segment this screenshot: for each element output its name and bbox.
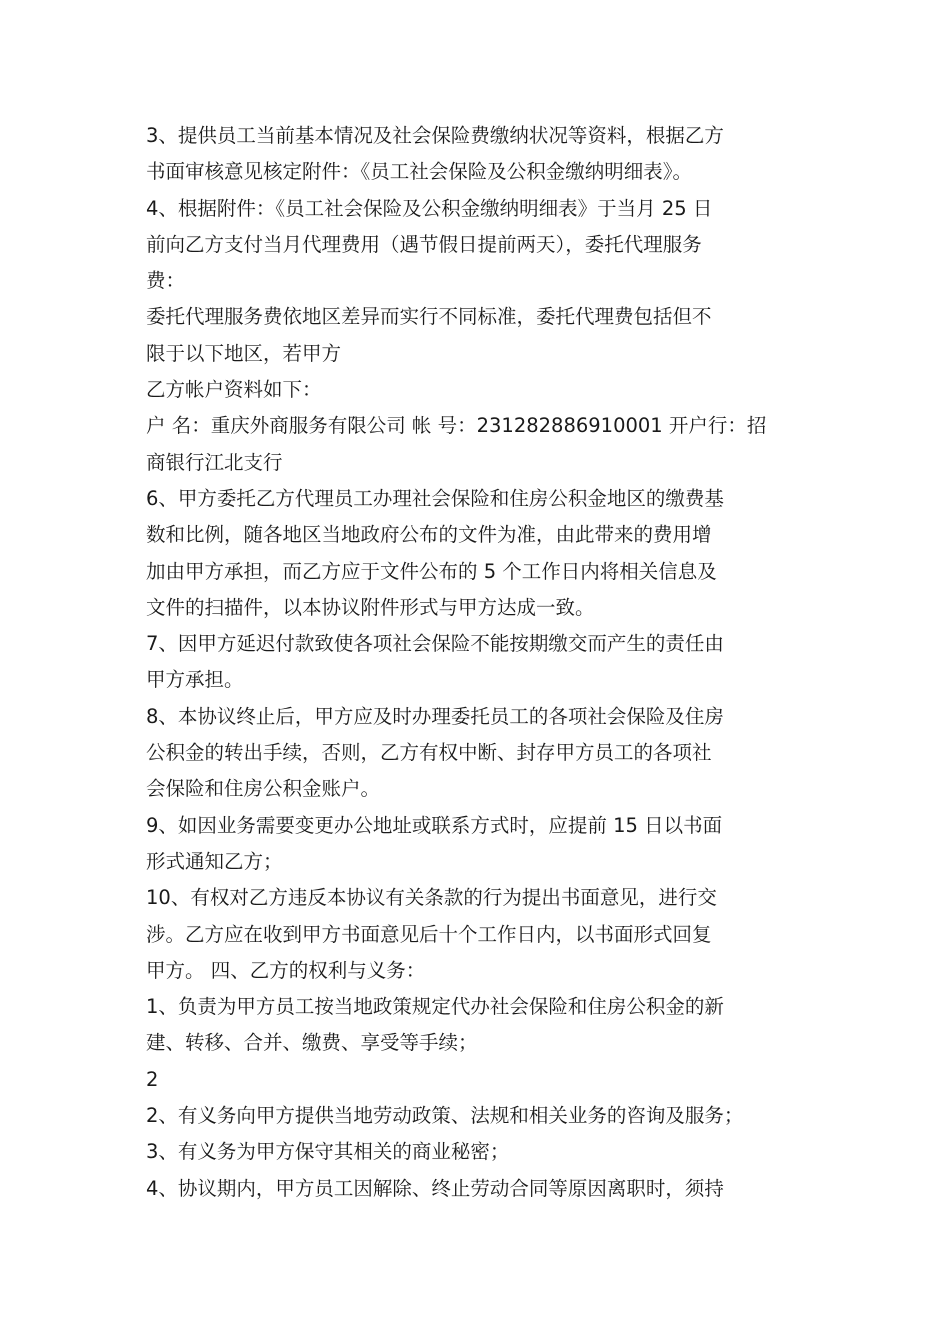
text-line: 会保险和住房公积金账户。: [146, 777, 381, 801]
text-line: 数和比例，随各地区当地政府公布的文件为准，由此带来的费用增: [146, 523, 712, 547]
text-line: 6、甲方委托乙方代理员工办理社会保险和住房公积金地区的缴费基: [146, 486, 724, 510]
document-body: [146, 118, 816, 1207]
text-line: 文件的扫描件，以本协议附件形式与甲方达成一致。: [146, 595, 595, 619]
page-number: 2: [146, 1067, 159, 1091]
text-line: 1、负责为甲方员工按当地政策规定代办社会保险和住房公积金的新: [146, 995, 724, 1019]
text-line: 2、有义务向甲方提供当地劳动政策、法规和相关业务的咨询及服务；: [146, 1104, 744, 1128]
text-line: 委托代理服务费依地区差异而实行不同标准，委托代理费包括但不: [146, 305, 712, 329]
text-line: 8、本协议终止后，甲方应及时办理委托员工的各项社会保险及住房: [146, 704, 724, 728]
text-line: 7、因甲方延迟付款致使各项社会保险不能按期缴交而产生的责任由: [146, 632, 724, 656]
text-line: 甲方。 四、乙方的权利与义务：: [146, 958, 426, 982]
text-line: 甲方承担。: [146, 668, 244, 692]
text-line: 商银行江北支行: [146, 450, 283, 474]
text-line: 户 名：重庆外商服务有限公司 帐 号：231282886910001 开户行：招: [146, 414, 767, 438]
text-line: 3、有义务为甲方保守其相关的商业秘密；: [146, 1140, 510, 1164]
text-line: 加由甲方承担，而乙方应于文件公布的 5 个工作日内将相关信息及: [146, 559, 717, 583]
text-line: 公积金的转出手续，否则，乙方有权中断、封存甲方员工的各项社: [146, 741, 712, 765]
text-line: 建、转移、合并、缴费、享受等手续；: [146, 1031, 478, 1055]
text-line: 9、如因业务需要变更办公地址或联系方式时，应提前 15 日以书面: [146, 813, 723, 837]
text-line: 形式通知乙方；: [146, 849, 283, 873]
text-line: 4、协议期内，甲方员工因解除、终止劳动合同等原因离职时，须持: [146, 1176, 724, 1200]
text-line: 限于以下地区，若甲方: [146, 341, 342, 365]
text-line: 10、有权对乙方违反本协议有关条款的行为提出书面意见，进行交: [146, 886, 717, 910]
text-line: 书面审核意见核定附件：《员工社会保险及公积金缴纳明细表》。: [146, 160, 693, 184]
text-line: 乙方帐户资料如下：: [146, 378, 322, 402]
text-line: 3、提供员工当前基本情况及社会保险费缴纳状况等资料，根据乙方: [146, 124, 724, 147]
text-line: 前向乙方支付当月代理费用（遇节假日提前两天），委托代理服务: [146, 232, 702, 256]
text-line: 涉。乙方应在收到甲方书面意见后十个工作日内，以书面形式回复: [146, 922, 712, 946]
text-line: 4、根据附件：《员工社会保险及公积金缴纳明细表》于当月 25 日: [146, 196, 713, 220]
text-line: 费：: [146, 269, 186, 293]
